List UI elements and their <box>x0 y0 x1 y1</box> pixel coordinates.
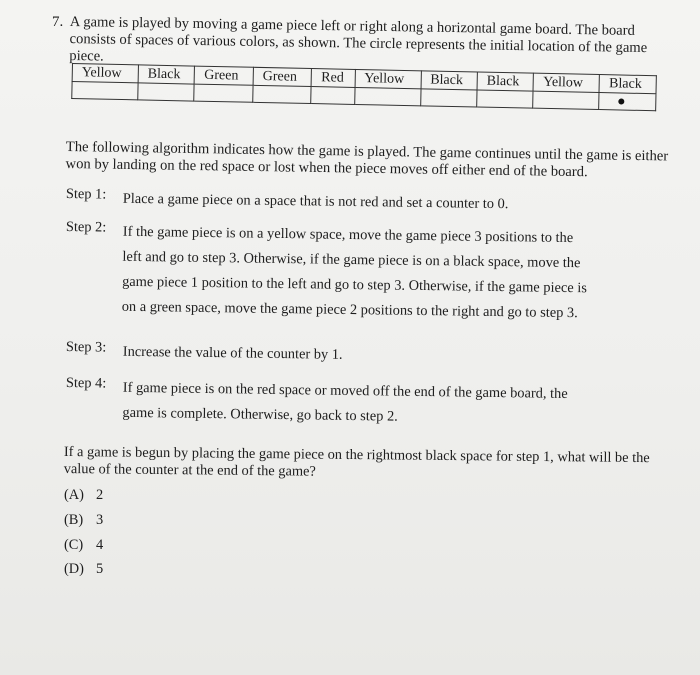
question-number: 7. <box>52 14 64 30</box>
board-marker-cell <box>420 89 477 107</box>
board-marker-cell <box>354 87 420 105</box>
board-marker-cell <box>72 82 138 100</box>
option-value: 5 <box>96 561 104 577</box>
board-marker-cell <box>599 93 656 111</box>
option-key: (A) <box>64 487 84 503</box>
board-cell: Red <box>312 69 355 88</box>
option-value: 2 <box>96 487 104 503</box>
answer-option-c[interactable] <box>64 537 103 554</box>
board-marker-cell <box>533 91 599 109</box>
option-key: (C) <box>64 537 84 553</box>
option-key: (B) <box>64 512 84 528</box>
step-label: Step 2: <box>65 219 107 236</box>
board-cell: Black <box>599 75 656 94</box>
answer-option-d[interactable] <box>64 561 103 578</box>
board-cell: Black <box>138 65 195 84</box>
algorithm-intro: The following algorithm indicates how the game is played. The game continues until the game is either won by landing on the red space or lost when the piece moves off either end of the board. <box>65 139 669 181</box>
step-label: Step 3: <box>65 339 107 356</box>
step-text: Place a game piece on a space that is not red and set a counter to 0. <box>122 190 509 213</box>
answer-option-a[interactable] <box>64 487 103 504</box>
step-text: If the game piece is on a yellow space, move the game piece 3 positions to the left and go to step 3. Otherwise, if the game piece is on a black space, move the game piece 1 position to the left and go to step 3. Otherwise, if the game piece is on a green space, move the game piece 2 positions to the right and go to step 3. <box>121 223 587 322</box>
board-cell: Yellow <box>533 73 599 92</box>
step-label: Step 1: <box>65 186 107 203</box>
game-piece-marker-icon <box>619 98 625 104</box>
board-marker-cell <box>311 87 354 105</box>
board-marker-cell <box>477 90 534 108</box>
board-cell: Green <box>253 67 312 86</box>
answer-option-b[interactable] <box>64 512 103 529</box>
board-cell: Black <box>421 71 478 90</box>
step-text: If game piece is on the red space or moved off the end of the game board, the game is complete. Otherwise, go back to step 2. <box>122 379 568 425</box>
question-prompt: If a game is begun by placing the game piece on the rightmost black space for step 1, what will be the value of the counter at the end of the game? <box>63 444 650 480</box>
option-value: 4 <box>96 537 104 553</box>
board-cell: Yellow <box>355 69 421 88</box>
option-value: 3 <box>96 512 104 528</box>
board-cell: Yellow <box>72 64 138 83</box>
question-intro: A game is played by moving a game piece left or right along a horizontal game board. The board consists of spaces of various colors, as shown. The circle represents the initial location of the game piece. <box>69 14 648 65</box>
board-marker-cell <box>253 85 312 103</box>
board-cell: Green <box>195 66 254 85</box>
board-cell: Black <box>477 72 534 91</box>
step-text: Increase the value of the counter by 1. <box>122 343 343 363</box>
board-marker-cell <box>194 84 253 102</box>
option-key: (D) <box>64 561 84 577</box>
board-marker-cell <box>138 83 195 101</box>
step-label: Step 4: <box>65 375 107 392</box>
